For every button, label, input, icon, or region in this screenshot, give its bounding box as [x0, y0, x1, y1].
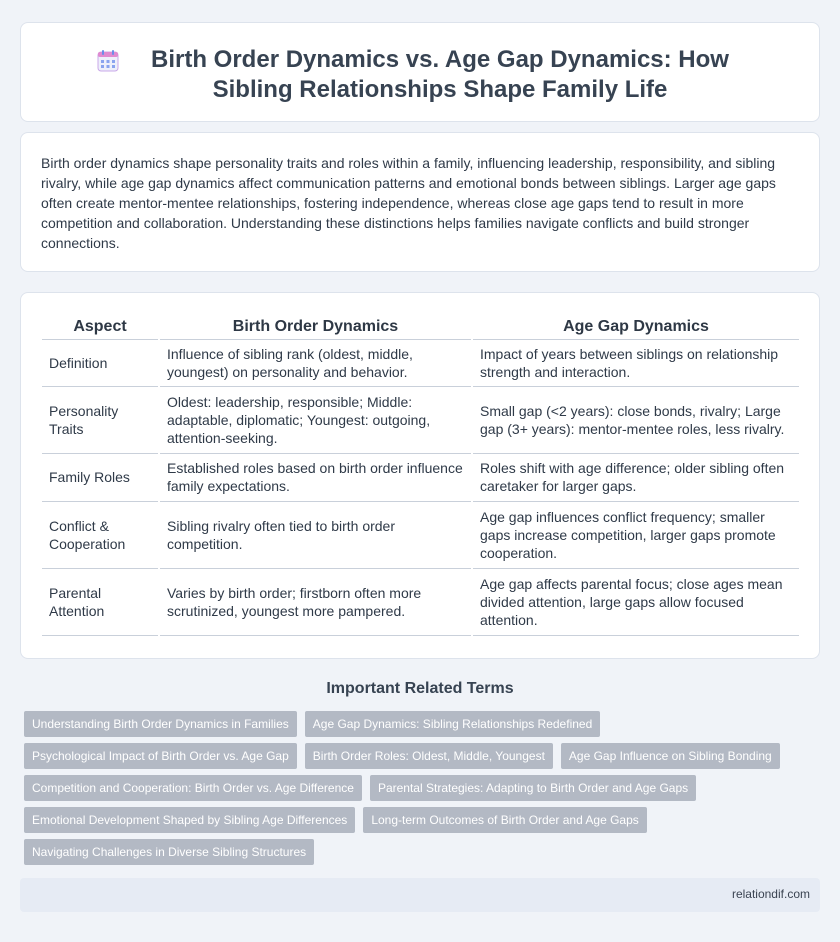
cell-birth-order: Varies by birth order; firstborn often more scrutinized, youngest more pampered. — [159, 568, 472, 635]
table-row — [42, 386, 799, 453]
cell-aspect: Personality Traits — [42, 386, 159, 453]
cell-age-gap: Age gap influences conflict frequency; smaller gaps increase competition, larger gaps promote cooperation. — [472, 501, 799, 568]
cell-birth-order: Established roles based on birth order influence family expectations. — [159, 453, 472, 501]
intro-card — [20, 132, 820, 272]
cell-birth-order: Sibling rivalry often tied to birth order competition. — [159, 501, 472, 568]
header-aspect: Aspect — [42, 311, 159, 339]
related-term-tag[interactable]: Age Gap Dynamics: Sibling Relationships Redefined — [305, 711, 601, 737]
related-terms-list — [24, 711, 816, 871]
footer — [20, 878, 820, 912]
table-row — [42, 501, 799, 568]
cell-age-gap: Small gap (<2 years): close bonds, rivalry; Large gap (3+ years): mentor-mentee roles, less rivalry. — [472, 386, 799, 453]
cell-aspect: Definition — [42, 339, 159, 386]
related-term-tag[interactable]: Navigating Challenges in Diverse Sibling Structures — [24, 839, 314, 865]
related-term-tag[interactable]: Birth Order Roles: Oldest, Middle, Youngest — [305, 743, 553, 769]
table-row — [42, 339, 799, 386]
cell-birth-order: Influence of sibling rank (oldest, middle, youngest) on personality and behavior. — [159, 339, 472, 386]
table-row — [42, 568, 799, 635]
cell-aspect: Parental Attention — [42, 568, 159, 635]
cell-aspect: Conflict & Cooperation — [42, 501, 159, 568]
related-term-tag[interactable]: Age Gap Influence on Sibling Bonding — [561, 743, 780, 769]
title-card — [20, 22, 820, 122]
related-term-tag[interactable]: Emotional Development Shaped by Sibling Age Differences — [24, 807, 355, 833]
related-term-tag[interactable]: Long-term Outcomes of Birth Order and Age Gaps — [363, 807, 646, 833]
header-birth-order: Birth Order Dynamics — [159, 311, 472, 339]
intro-paragraph: Birth order dynamics shape personality traits and roles within a family, influencing leadership, responsibility, and sibling rivalry, while age gap dynamics affect communication patterns and emotional bonds between siblings. Larger age gaps often create mentor-mentee relationships, fostering independence, whereas close age gaps tend to result in more competition and collaboration. Understanding these distinctions helps families navigate conflicts and build stronger connections. — [41, 155, 776, 251]
header-age-gap: Age Gap Dynamics — [472, 311, 799, 339]
cell-age-gap: Impact of years between siblings on relationship strength and interaction. — [472, 339, 799, 386]
page-title: Birth Order Dynamics vs. Age Gap Dynamics: How Sibling Relationships Shape Family Life — [151, 46, 729, 103]
related-term-tag[interactable]: Parental Strategies: Adapting to Birth Order and Age Gaps — [370, 775, 696, 801]
comparison-table — [42, 311, 799, 636]
cell-birth-order: Oldest: leadership, responsible; Middle: adaptable, diplomatic; Youngest: outgoing, attention-seeking. — [159, 386, 472, 453]
cell-aspect: Family Roles — [42, 453, 159, 501]
related-terms-heading: Important Related Terms — [326, 680, 514, 697]
comparison-card — [20, 292, 820, 659]
related-term-tag[interactable]: Understanding Birth Order Dynamics in Families — [24, 711, 297, 737]
cell-age-gap: Age gap affects parental focus; close ages mean divided attention, large gaps allow focused attention. — [472, 568, 799, 635]
footer-site-link[interactable]: relationdif.com — [731, 887, 810, 901]
related-term-tag[interactable]: Competition and Cooperation: Birth Order vs. Age Difference — [24, 775, 362, 801]
cell-age-gap: Roles shift with age difference; older sibling often caretaker for larger gaps. — [472, 453, 799, 501]
table-header-row — [42, 311, 799, 339]
related-term-tag[interactable]: Psychological Impact of Birth Order vs. Age Gap — [24, 743, 297, 769]
table-row — [42, 453, 799, 501]
